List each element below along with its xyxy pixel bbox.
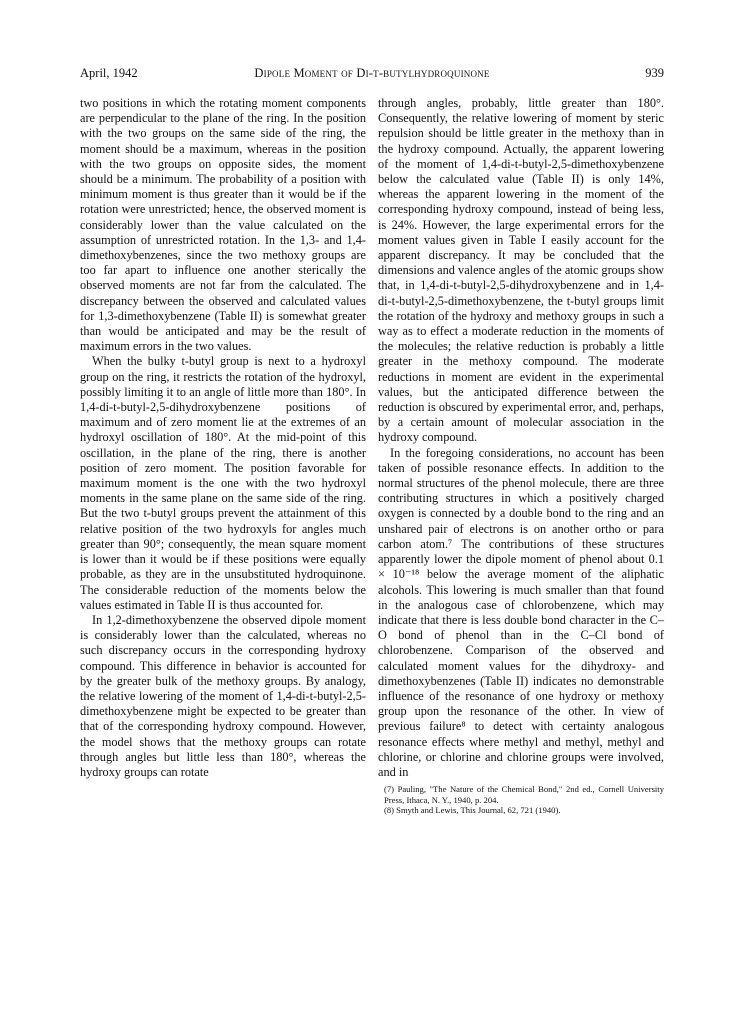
running-title: Dipole Moment of Di-t-butylhydroquinone	[254, 66, 490, 80]
paragraph: In the foregoing considerations, no account has been taken of possible resonance effects. In addition to the normal structures of the phenol molecule, there are three contributing structures in which a positively charged oxygen is connected by a double bond to the ring and an unshared pair of electrons is on another ortho or para carbon atom.⁷ The contributions of these structures apparently lower the dipole moment of phenol about 0.1 × 10⁻¹⁸ below the average moment of the aliphatic alcohols. This lowering is much smaller than that found in the analogous case of chlorobenzene, which may indicate that there is less double bond character in the C–O bond of phenol than in the C–Cl bond of chlorobenzene. Comparison of the observed and calculated moment values for the dihydroxy- and dimethoxybenzenes (Table II) indicates no demonstrable influence of the resonance of one hydroxy or methoxy group upon the resonance of the other. In view of previous failure⁸ to detect with certainty analogous resonance effects where methyl and methyl, methyl and chlorine, or chlorine and chlorine groups were involved, and in	[378, 445, 664, 779]
footnote: (7) Pauling, "The Nature of the Chemical Bond," 2nd ed., Cornell University Press, Ithaca, N. Y., 1940, p. 204.	[384, 784, 664, 805]
issue-date: April, 1942	[80, 66, 138, 80]
right-column	[378, 96, 664, 816]
paragraph: through angles, probably, little greater than 180°. Consequently, the relative lowering of moment by steric repulsion should be little greater in the methoxy than in the hydroxy compound. Actually, the apparent lowering of the moment of 1,4-di-t-butyl-2,5-dimethoxybenzene below the calculated value (Table II) is only 14%, whereas the apparent lowering in the moment of the corresponding hydroxy compound, instead of being less, is 24%. However, the large experimental errors for the moment values given in Table I easily account for the apparent discrepancy. It may be concluded that the dimensions and valence angles of the atomic groups show that, in 1,4-di-t-butyl-2,5-dihydroxybenzene and in 1,4-di-t-butyl-2,5-dimethoxybenzene, the t-butyl groups limit the rotation of the hydroxy and methoxy groups in such a way as to effect a moderate reduction in the moments of the molecules; the relative reduction is probably a little greater in the methoxy compound. The moderate reductions in moment are evident in the experimental values, but the anticipated difference between the reduction is obscured by experimental error, and, perhaps, by a certain amount of molecular association in the hydroxy compound.	[378, 96, 664, 445]
paragraph: two positions in which the rotating moment components are perpendicular to the plane of the ring. In the position with the two groups on the same side of the ring, the moment should be a maximum, whereas in the position with the two groups on opposite sides, the moment should be a minimum. The probability of a position with minimum moment is thus greater than it would be if the rotation were unrestricted; hence, the observed moment is considerably lower than the value calculated on the assumption of unrestricted rotation. In the 1,3- and 1,4-dimethoxybenzenes, since the two methoxy groups are too far apart to influence one another sterically the observed moments are not far from the calculated. The discrepancy between the observed and calculated values for 1,3-dimethoxybenzene (Table II) is somewhat greater than would be anticipated and may be the result of maximum errors in the two values.	[80, 96, 366, 354]
page-header	[80, 66, 664, 84]
paragraph: When the bulky t-butyl group is next to a hydroxyl group on the ring, it restricts the rotation of the hydroxyl, possibly limiting it to an angle of little more than 180°. In 1,4-di-t-butyl-2,5-dihydroxybenzene positions of maximum and of zero moment lie at the extremes of an hydroxyl oscillation of 180°. At the mid-point of this oscillation, in the plane of the ring, there is another position of zero moment. The position favorable for maximum moment is the one with the two hydroxyl moments in the same plane on the same side of the ring. But the two t-butyl groups prevent the attainment of this relative position of the two hydroxyls for angles much greater than 90°; consequently, the mean square moment is lower than it would be if these positions were equally probable, as they are in the unsubstituted hydroquinone. The considerable reduction of the moments below the values estimated in Table II is thus accounted for.	[80, 354, 366, 612]
page-number: 939	[645, 66, 664, 80]
paragraph: In 1,2-dimethoxybenzene the observed dipole moment is considerably lower than the calculated, whereas no such discrepancy occurs in the corresponding hydroxy compound. This difference in behavior is accounted for by the greater bulk of the methoxy groups. By analogy, the relative lowering of the moment of 1,4-di-t-butyl-2,5-dimethoxybenzene might be expected to be greater than that of the corresponding hydroxy compound. However, the model shows that the methoxy groups can rotate through angles but little less than 180°, whereas the hydroxy groups can rotate	[80, 612, 366, 779]
footnotes	[378, 784, 664, 816]
footnote: (8) Smyth and Lewis, This Journal, 62, 721 (1940).	[384, 805, 561, 816]
left-column	[80, 96, 366, 780]
